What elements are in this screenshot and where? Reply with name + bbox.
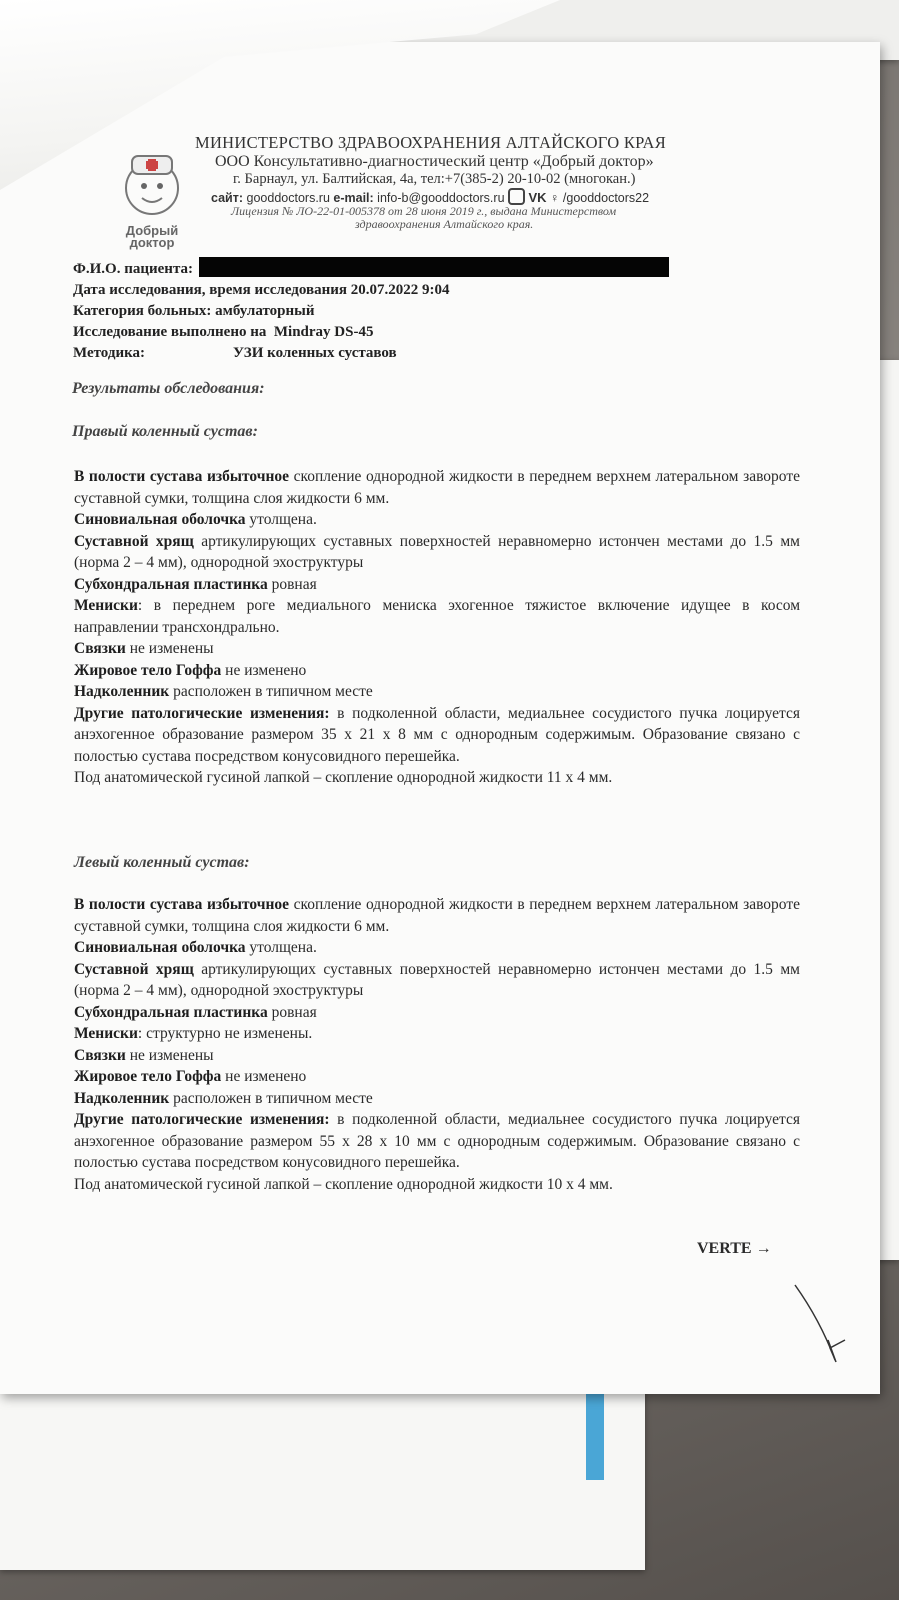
finding-text: не изменены: [125, 640, 214, 657]
results-title: Результаты обследования:: [72, 380, 265, 397]
patient-info: [73, 257, 793, 364]
odnoklassniki-icon: ♀: [550, 191, 560, 205]
finding-text: не изменено: [221, 1068, 307, 1085]
clinic-logo: [112, 150, 192, 250]
finding-term: Другие патологические изменения:: [74, 704, 330, 722]
site-label: сайт:: [211, 191, 244, 205]
method-row: [73, 343, 793, 364]
finding: [74, 574, 800, 596]
exam-date-row: [73, 280, 793, 301]
logo-text-2: доктор: [129, 235, 175, 250]
letterhead: [195, 133, 755, 231]
finding-text: : в переднем роге медиального мениска эхогенное тяжистое включение идущее в косом направлении трансхондрально.: [74, 597, 800, 636]
finding-term: Суставной хрящ: [74, 532, 194, 550]
finding-text: артикулирующих суставных поверхностей неравномерно истончен местами до 1.5 мм (норма 2 – 4 мм), однородной эхоструктуры: [74, 532, 800, 571]
ministry-title: МИНИСТЕРСТВО ЗДРАВООХРАНЕНИЯ АЛТАЙСКОГО КРАЯ: [195, 133, 667, 152]
finding: Под анатомической гусиной лапкой – скопление однородной жидкости 11 х 4 мм.: [74, 769, 613, 786]
method-label: Методика:: [73, 345, 145, 361]
finding-text: в подколенной области, медиальнее сосудистого пучка лоцируется анэхогенное образование размером 55 х 28 х 10 мм с однородным содержимым. Образование связано с полостью сустава посредством конусовидного перешейка.: [74, 1111, 800, 1171]
finding: [74, 660, 800, 682]
finding: [74, 1023, 800, 1045]
finding-text: расположен в типичном месте: [169, 683, 373, 700]
doctor-mascot-icon: [112, 150, 192, 220]
finding-text: ровная: [267, 575, 317, 593]
license-line-1: Лицензия № ЛО-22-01-005378 от 28 июня 2019 г., выдана Министерством: [231, 204, 617, 218]
finding-text: утолщена.: [245, 939, 317, 956]
category-value: амбулаторный: [215, 303, 315, 319]
finding-term: Суставной хрящ: [74, 960, 194, 978]
finding: Под анатомической гусиной лапкой – скопление однородной жидкости 10 х 4 мм.: [74, 1175, 613, 1193]
left-knee-findings: [74, 894, 800, 1195]
finding: [74, 1002, 800, 1024]
finding: [74, 681, 800, 703]
right-knee-findings: [74, 466, 800, 789]
patient-name-row: [73, 257, 793, 280]
exam-date-label: Дата исследования, время исследования: [73, 282, 348, 298]
finding: [74, 1045, 800, 1067]
underlying-sheet-bottom-2: [0, 1365, 645, 1570]
finding-text: не изменено: [221, 661, 307, 679]
finding-text: скопление однородной жидкости в переднем верхнем латеральном завороте суставной сумки, толщина слоя жидкости 6 мм.: [74, 468, 800, 507]
right-knee-title: Правый коленный сустав:: [72, 423, 258, 440]
category-label: Категория больных:: [73, 303, 212, 319]
left-knee-title: Левый коленный сустав:: [74, 854, 250, 871]
handwritten-mark-icon: [790, 1280, 860, 1370]
redacted-name: [199, 257, 669, 277]
vk-icon: VK: [528, 190, 547, 205]
finding: [74, 1066, 800, 1088]
email-link: info-b@gooddoctors.ru: [377, 191, 505, 205]
finding: [74, 1109, 800, 1174]
finding: [74, 703, 800, 768]
device-value: Mindray DS-45: [273, 324, 374, 340]
finding: [74, 595, 800, 638]
finding-term: Жировое тело Гоффа: [74, 661, 222, 679]
finding-text: в подколенной области, медиальнее сосудистого пучка лоцируется анэхогенное образование размером 35 х 21 х 8 мм с однородным содержимым. Образование связано с полостью сустава посредством конусовидного перешейка.: [74, 704, 800, 765]
finding-term: Связки: [74, 1046, 126, 1064]
finding-text: скопление однородной жидкости в переднем верхнем латеральном завороте суставной сумки, толщина слоя жидкости 6 мм.: [74, 896, 800, 935]
category-row: [73, 301, 793, 322]
logo-text-1: Добрый: [125, 223, 179, 238]
device-label: Исследование выполнено на: [73, 324, 267, 340]
finding: [74, 1088, 800, 1110]
finding: [74, 937, 800, 959]
contacts-line: [211, 188, 755, 205]
exam-date-value: 20.07.2022 9:04: [350, 282, 450, 298]
finding: [74, 466, 800, 509]
device-row: [73, 322, 793, 343]
verte-label: VERTE →: [697, 1240, 772, 1257]
license-line-2: здравоохранения Алтайского края.: [355, 217, 534, 231]
finding-term: В полости сустава избыточное: [74, 468, 290, 485]
finding-term: Синовиальная оболочка: [74, 939, 246, 956]
social-handle: /gooddoctors22: [562, 191, 650, 205]
finding-term: Связки: [74, 640, 126, 657]
finding: [74, 959, 800, 1002]
instagram-icon: [508, 188, 525, 205]
finding-term: Синовиальная оболочка: [74, 511, 246, 528]
finding: [74, 894, 800, 937]
finding-term: Субхондральная пластинка: [74, 1003, 268, 1021]
finding-term: Субхондральная пластинка: [74, 575, 268, 593]
finding-term: Надколенник: [74, 683, 170, 700]
finding-text: ровная: [267, 1003, 317, 1021]
finding: [74, 509, 800, 531]
finding-text: артикулирующих суставных поверхностей неравномерно истончен местами до 1.5 мм (норма 2 – 4 мм), однородной эхоструктуры: [74, 960, 800, 999]
blue-folder-strip: [586, 1380, 604, 1480]
finding-text: не изменены: [125, 1046, 214, 1064]
patient-name-label: Ф.И.О. пациента:: [73, 261, 193, 277]
method-value: УЗИ коленных суставов: [233, 345, 397, 361]
site-link: gooddoctors.ru: [246, 191, 330, 205]
finding: [74, 638, 800, 660]
organization-name: ООО Консультативно-диагностический центр «Добрый доктор»: [215, 153, 654, 170]
finding-term: Мениски: [74, 1025, 138, 1042]
email-label: e-mail:: [333, 191, 374, 205]
finding-term: В полости сустава избыточное: [74, 896, 290, 913]
finding-term: Надколенник: [74, 1089, 170, 1107]
finding-term: Жировое тело Гоффа: [74, 1068, 222, 1085]
finding-text: расположен в типичном месте: [169, 1089, 373, 1107]
finding-text: : структурно не изменены.: [137, 1025, 313, 1042]
finding: [74, 531, 800, 574]
organization-address: г. Барнаул, ул. Балтийская, 4а, тел:+7(385-2) 20-10-02 (многокан.): [233, 171, 636, 187]
finding-term: Другие патологические изменения:: [74, 1111, 330, 1128]
finding-text: утолщена.: [245, 511, 317, 528]
finding-term: Мениски: [74, 597, 138, 614]
